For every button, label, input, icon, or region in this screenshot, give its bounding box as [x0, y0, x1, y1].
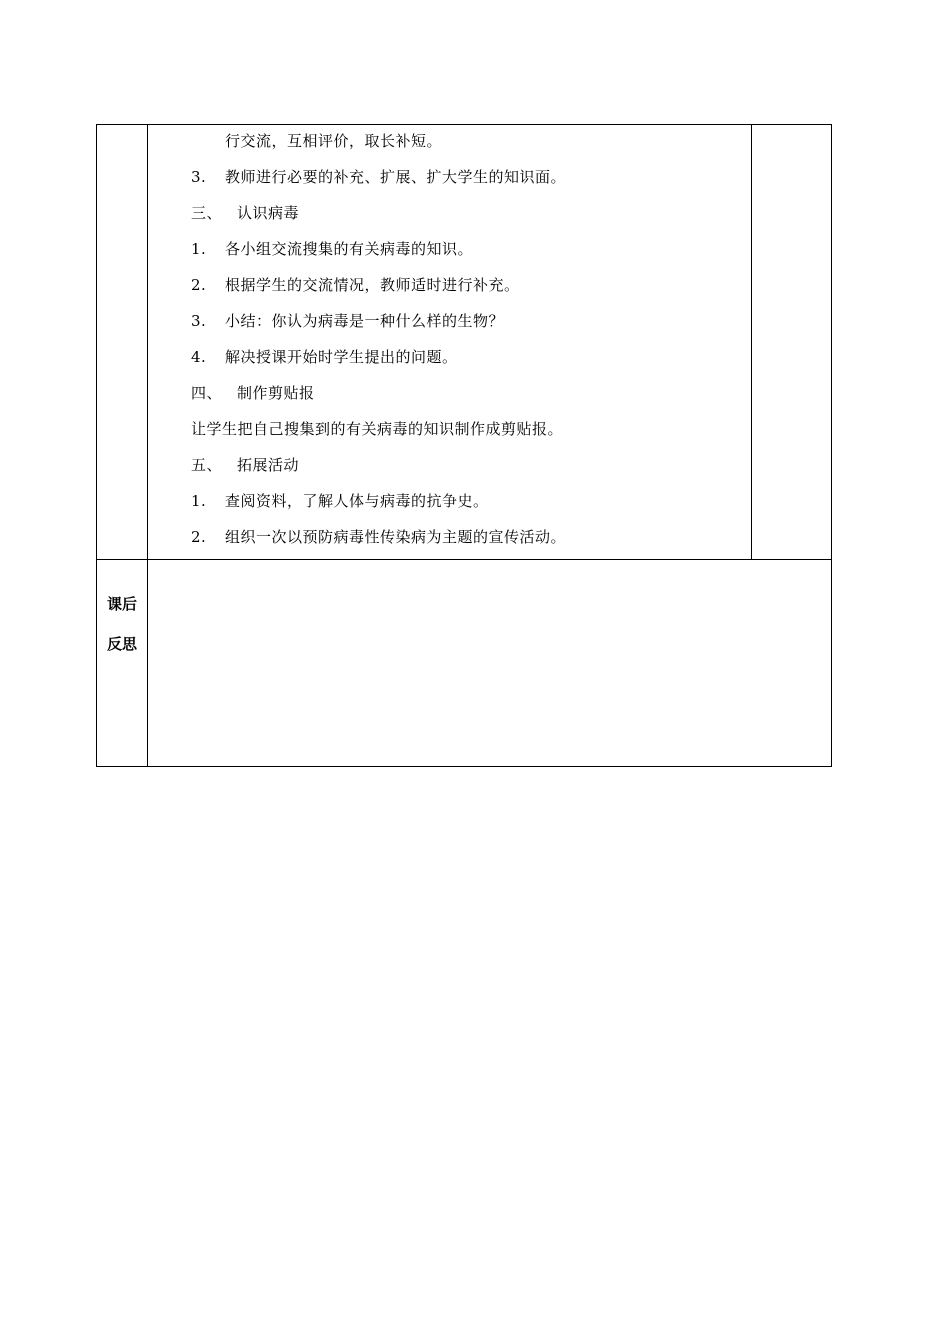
line-text: 让学生把自己搜集到的有关病毒的知识制作成剪贴报。 — [191, 420, 564, 438]
item-number: 2. — [191, 276, 207, 294]
line-text: 制作剪贴报 — [237, 384, 315, 402]
item-number: 4. — [191, 348, 207, 366]
reflection-label-line2: 反思 — [106, 635, 137, 653]
lesson-plan-table — [96, 124, 832, 767]
line-text: 各小组交流搜集的有关病毒的知识。 — [225, 240, 474, 258]
process-line — [191, 415, 751, 451]
reflection-label-cell — [97, 560, 148, 767]
item-number: 3. — [191, 312, 207, 330]
section-number: 三、 — [191, 204, 223, 222]
process-line — [191, 523, 751, 559]
line-text: 解决授课开始时学生提出的问题。 — [225, 348, 458, 366]
process-lines — [148, 125, 751, 559]
process-line — [191, 379, 751, 415]
line-text: 行交流，互相评价，取长补短。 — [225, 132, 443, 150]
process-notes-cell — [752, 125, 832, 560]
line-text: 查阅资料，了解人体与病毒的抗争史。 — [225, 492, 489, 510]
line-text: 组织一次以预防病毒性传染病为主题的宣传活动。 — [225, 528, 567, 546]
line-text: 根据学生的交流情况，教师适时进行补充。 — [225, 276, 520, 294]
line-text: 教师进行必要的补充、扩展、扩大学生的知识面。 — [225, 168, 567, 186]
line-text: 认识病毒 — [237, 204, 300, 222]
line-text: 拓展活动 — [237, 456, 300, 474]
process-content-cell — [148, 125, 752, 560]
line-text: 小结：你认为病毒是一种什么样的生物？ — [225, 312, 505, 330]
reflection-label-line1: 课后 — [106, 595, 137, 613]
teaching-process-row — [97, 125, 832, 560]
reflection-content-cell[interactable] — [148, 560, 832, 767]
process-label-cell — [97, 125, 148, 560]
process-line — [191, 199, 751, 235]
reflection-row — [97, 560, 832, 767]
process-line — [191, 343, 751, 379]
item-number: 2. — [191, 528, 207, 546]
process-line — [191, 235, 751, 271]
reflection-label — [97, 560, 147, 664]
process-line — [191, 163, 751, 199]
process-line — [191, 307, 751, 343]
item-number: 1. — [191, 492, 207, 510]
process-line — [191, 451, 751, 487]
section-number: 五、 — [191, 456, 223, 474]
process-line — [191, 271, 751, 307]
item-number: 3. — [191, 168, 207, 186]
section-number: 四、 — [191, 384, 223, 402]
process-line — [191, 127, 751, 163]
item-number: 1. — [191, 240, 207, 258]
process-line — [191, 487, 751, 523]
